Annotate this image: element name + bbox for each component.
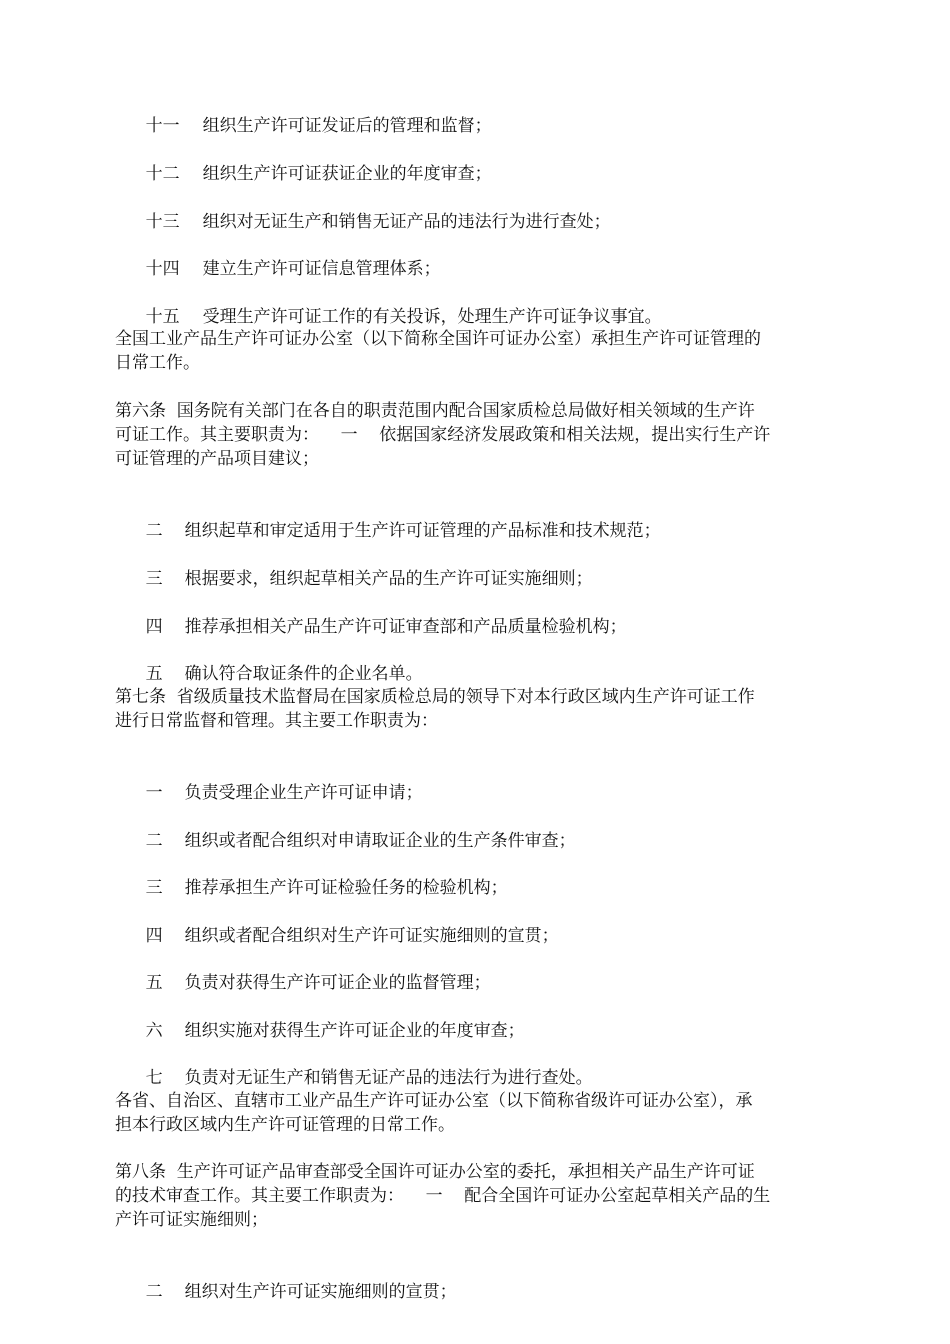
item-number: 十一 — [145, 116, 180, 136]
item-number: 五 — [145, 664, 163, 684]
item-number: 十二 — [145, 164, 180, 184]
item-text: 负责受理企业生产许可证申请； — [184, 783, 423, 803]
item-number: 一 — [145, 783, 163, 803]
item-text: 确认符合取证条件的企业名单。 — [184, 664, 423, 684]
item-number: 四 — [145, 926, 163, 946]
item-text: 推荐承担相关产品生产许可证审查部和产品质量检验机构； — [184, 617, 627, 637]
item-number: 四 — [145, 617, 163, 637]
item-number: 二 — [145, 521, 163, 541]
list-item — [124, 1256, 457, 1328]
paragraph-line: 产许可证实施细则； — [115, 1210, 268, 1230]
paragraph-line: 可证工作。其主要职责为： 一 依据国家经济发展政策和相关法规，提出实行生产许 — [115, 425, 771, 445]
item-number: 三 — [145, 878, 163, 898]
paragraph-line: 可证管理的产品项目建议； — [115, 449, 319, 469]
paragraph-line: 全国工业产品生产许可证办公室（以下简称全国许可证办公室）承担生产许可证管理的 — [115, 329, 761, 349]
article-heading-line: 第八条 生产许可证产品审查部受全国许可证办公室的委托，承担相关产品生产许可证 — [115, 1162, 755, 1182]
item-text: 组织生产许可证获证企业的年度审查； — [202, 164, 492, 184]
item-text: 负责对无证生产和销售无证产品的违法行为进行查处。 — [184, 1068, 593, 1088]
item-text: 建立生产许可证信息管理体系； — [202, 259, 441, 279]
item-text: 组织起草和审定适用于生产许可证管理的产品标准和技术规范； — [184, 521, 661, 541]
item-number: 二 — [145, 1282, 163, 1302]
item-text: 组织对生产许可证实施细则的宣贯； — [184, 1282, 457, 1302]
item-number: 十四 — [145, 259, 180, 279]
item-number: 三 — [145, 569, 163, 589]
article-heading-line: 第六条 国务院有关部门在各自的职责范围内配合国家质检总局做好相关领域的生产许 — [115, 401, 755, 421]
item-number: 五 — [145, 973, 163, 993]
paragraph-line: 进行日常监督和管理。其主要工作职责为： — [115, 711, 438, 731]
item-text: 推荐承担生产许可证检验任务的检验机构； — [184, 878, 508, 898]
item-text: 组织或者配合组织对申请取证企业的生产条件审查； — [184, 831, 576, 851]
item-text: 组织对无证生产和销售无证产品的违法行为进行查处； — [202, 212, 611, 232]
paragraph-line: 担本行政区域内生产许可证管理的日常工作。 — [115, 1115, 455, 1135]
item-number: 十三 — [145, 212, 180, 232]
paragraph-line: 日常工作。 — [115, 353, 200, 373]
item-text: 组织生产许可证发证后的管理和监督； — [202, 116, 492, 136]
item-number: 十五 — [145, 307, 180, 327]
item-text: 受理生产许可证工作的有关投诉，处理生产许可证争议事宜。 — [202, 307, 662, 327]
paragraph-line: 各省、自治区、直辖市工业产品生产许可证办公室（以下简称省级许可证办公室），承 — [115, 1091, 753, 1111]
item-text: 负责对获得生产许可证企业的监督管理； — [184, 973, 491, 993]
item-text: 组织或者配合组织对生产许可证实施细则的宣贯； — [184, 926, 559, 946]
item-number: 二 — [145, 831, 163, 851]
item-text: 组织实施对获得生产许可证企业的年度审查； — [184, 1021, 525, 1041]
item-number: 六 — [145, 1021, 163, 1041]
item-number: 七 — [145, 1068, 163, 1088]
paragraph-line: 的技术审查工作。其主要工作职责为： 一 配合全国许可证办公室起草相关产品的生 — [115, 1186, 771, 1206]
article-heading-line: 第七条 省级质量技术监督局在国家质检总局的领导下对本行政区域内生产许可证工作 — [115, 687, 755, 707]
item-text: 根据要求，组织起草相关产品的生产许可证实施细则； — [184, 569, 593, 589]
